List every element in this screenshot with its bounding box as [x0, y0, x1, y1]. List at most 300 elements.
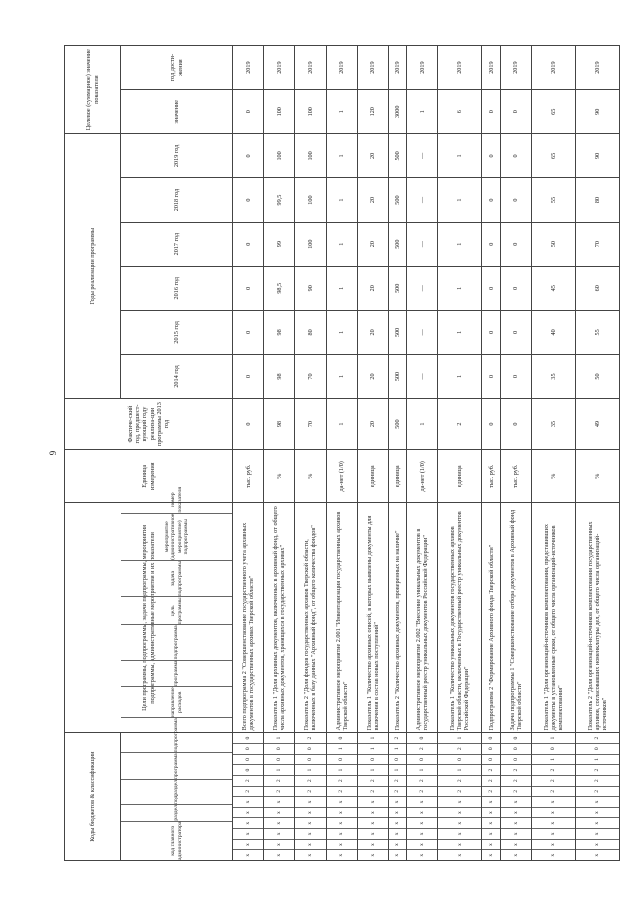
code-value: 2 [389, 786, 406, 797]
code-value: 2 [482, 775, 499, 786]
year-value-cell: — [407, 266, 438, 310]
code-value: x [501, 817, 531, 828]
final-value-cell: 100 [264, 90, 295, 134]
code-value: x [482, 817, 499, 828]
code-value: x [358, 817, 388, 828]
code-value: x [327, 807, 357, 818]
final-year-cell: 2019 [295, 46, 326, 90]
code-value: 2 [501, 764, 531, 775]
code-value: 0 [233, 754, 263, 765]
code-value: x [389, 817, 406, 828]
year-value-cell: 1 [326, 178, 357, 222]
code-value: x [264, 849, 294, 860]
code-value: x [532, 828, 575, 839]
code-value: x [482, 839, 499, 850]
year-value-cell: 20 [357, 310, 388, 354]
code-value: 0 [295, 743, 325, 754]
code-value: 0 [438, 754, 481, 765]
code-value: 2 [389, 775, 406, 786]
year-value-cell: 70 [295, 354, 326, 398]
year-value-cell: 500 [388, 310, 406, 354]
table-row [531, 46, 575, 861]
year-value-cell: 1 [438, 310, 482, 354]
code-value: 0 [487, 736, 494, 740]
table-row [388, 46, 406, 861]
item-name: Показатель 1 "Количество уникальных документов государственных архивов Тверской области, включенных в Государственный реестр уникальных документов Российской Федерации" [438, 503, 482, 733]
item-name: Административное мероприятие 2.002 "Внесение уникальных документов в государственный реестр уникальных документов Российской Федерации" [407, 503, 438, 733]
fact-cell: 500 [388, 399, 406, 450]
unit-cell: тыс. руб. [233, 450, 264, 503]
final-year-cell: 2019 [357, 46, 388, 90]
code-cells [531, 733, 575, 861]
year-value-cell: 0 [482, 134, 500, 178]
item-name: Задача подпрограммы 1 "Совершенствование отбора документов в Архивный фонд Тверской области" [500, 503, 531, 733]
code-value: 2 [327, 775, 357, 786]
fact-cell: 0 [482, 399, 500, 450]
year-value-cell: 500 [388, 354, 406, 398]
code-value: x [264, 839, 294, 850]
fact-cell: 98 [264, 399, 295, 450]
final-value-cell: 65 [531, 90, 575, 134]
code-subheader: программа [121, 752, 232, 779]
fact-cell: 49 [575, 399, 619, 450]
code-subheader: подраздел [121, 779, 232, 804]
code-value: 2 [532, 764, 575, 775]
final-value-header: значение [121, 90, 233, 134]
code-value: x [233, 796, 263, 807]
code-value: 0 [244, 736, 251, 740]
table-row [407, 46, 438, 861]
code-value: 2 [233, 786, 263, 797]
code-value: 0 [327, 754, 357, 765]
code-value: x [389, 849, 406, 860]
item-name: Показатель 2 "Доля фондов государственных архивов Тверской области, включенных в базу данных "Архивный фонд", от общего количества фондов" [295, 503, 326, 733]
final-year-cell: 2019 [500, 46, 531, 90]
year-value-cell: 100 [295, 222, 326, 266]
final-year-cell: 2019 [407, 46, 438, 90]
item-name: Показатель 1 "Доля организаций-источников комплектования, представивших документы в установленные сроки, от общего числа организаций-источников комплектования" [531, 503, 575, 733]
code-value: x [501, 828, 531, 839]
code-value: 2 [407, 775, 437, 786]
code-value: 2 [594, 736, 601, 740]
code-value: 2 [407, 743, 437, 754]
code-cells [264, 733, 295, 861]
code-value: x [482, 849, 499, 860]
year-value-cell: 55 [531, 178, 575, 222]
year-value-cell: 98 [264, 354, 295, 398]
code-subheader: мероприятие (административное мероприятие) подпрограммы [121, 513, 232, 560]
final-value-cell: 0 [482, 90, 500, 134]
year-header: 2016 год [121, 266, 233, 310]
code-value: 0 [264, 743, 294, 754]
year-value-cell: 80 [295, 310, 326, 354]
code-value: 0 [233, 764, 263, 775]
code-value: 1 [407, 764, 437, 775]
item-name: Всего подпрограмма 2 "Совершенствование государственного учета архивных документов в государственных архивах Тверской области" [233, 503, 264, 733]
year-value-cell: 100 [295, 178, 326, 222]
year-value-cell: 1 [326, 222, 357, 266]
unit-cell: единица [357, 450, 388, 503]
year-value-cell: 0 [500, 134, 531, 178]
code-value: 1 [295, 764, 325, 775]
code-value: x [358, 807, 388, 818]
code-value: x [389, 807, 406, 818]
code-value: 1 [389, 764, 406, 775]
year-value-cell: — [407, 310, 438, 354]
code-value: 1 [389, 743, 406, 754]
unit-cell: % [295, 450, 326, 503]
code-value: x [358, 828, 388, 839]
fact-cell: 20 [357, 399, 388, 450]
code-value: x [295, 839, 325, 850]
code-value: 2 [576, 786, 619, 797]
codes-group-header: Коды бюджетов & классификации [65, 733, 121, 861]
code-value: x [389, 839, 406, 850]
code-value: 2 [532, 775, 575, 786]
code-value: 0 [338, 736, 345, 740]
code-value: x [576, 807, 619, 818]
code-value: 0 [532, 743, 575, 754]
final-value-cell: 120 [357, 90, 388, 134]
code-value: 1 [438, 764, 481, 775]
year-value-cell: 0 [500, 222, 531, 266]
fact-cell: 35 [531, 399, 575, 450]
item-name: Подпрограмма 2 "Формирование Архивного фонда Тверской области" [482, 503, 500, 733]
item-name: Показатель 1 "Доля архивных документов, включенных в архивный фонд, от общего числа архивных документов, хранящихся в государственных архивах" [264, 503, 295, 733]
code-value: 0 [358, 754, 388, 765]
year-value-cell: 500 [388, 134, 406, 178]
program-name-header: Цели программы, подпрограммы, задачи подпрограммы, мероприятия подпрограммы, административные мероприятия и их показатели [65, 503, 233, 733]
item-name: Показатель 2 "Доля организаций-источников комплектования государственных архивов, согласовавших номенклатуры дел, от общего числа организаций-источников" [575, 503, 619, 733]
code-cells [295, 733, 326, 861]
year-value-cell: 1 [326, 266, 357, 310]
code-value: 2 [482, 764, 499, 775]
code-value: 0 [501, 754, 531, 765]
final-year-cell: 2019 [575, 46, 619, 90]
code-subheader: подпрограмма [121, 717, 232, 752]
year-value-cell: 45 [531, 266, 575, 310]
year-value-cell: 0 [482, 178, 500, 222]
code-value: 0 [233, 743, 263, 754]
table-row [438, 46, 482, 861]
code-value: 0 [389, 754, 406, 765]
code-value: x [501, 796, 531, 807]
table-row [482, 46, 500, 861]
code-value: x [482, 828, 499, 839]
unit-cell: да-нет (1/0) [326, 450, 357, 503]
final-value-cell: 1 [326, 90, 357, 134]
code-value: 1 [576, 754, 619, 765]
year-value-cell: 20 [357, 354, 388, 398]
year-value-cell: 40 [531, 310, 575, 354]
code-value: x [501, 839, 531, 850]
code-value: 0 [419, 736, 426, 740]
final-year-header: год дости-жения [121, 46, 233, 90]
unit-cell: единица [388, 450, 406, 503]
code-value: x [358, 839, 388, 850]
year-value-cell: 1 [438, 178, 482, 222]
year-value-cell: 0 [482, 266, 500, 310]
year-value-cell: 20 [357, 134, 388, 178]
code-value: x [482, 807, 499, 818]
code-value: 2 [532, 786, 575, 797]
code-value: 2 [501, 775, 531, 786]
page-number: 6 [47, 450, 58, 456]
code-value: 0 [501, 743, 531, 754]
fact-cell: 70 [295, 399, 326, 450]
year-value-cell: 0 [233, 354, 264, 398]
year-value-cell: 1 [326, 354, 357, 398]
unit-cell: тыс. руб. [500, 450, 531, 503]
final-value-cell: 0 [233, 90, 264, 134]
item-name: Административное мероприятие 2.001 "Инвентаризация государственных архивов Тверской области" [326, 503, 357, 733]
code-value: x [438, 828, 481, 839]
code-value: x [295, 817, 325, 828]
code-value: x [532, 849, 575, 860]
unit-cell: единица [438, 450, 482, 503]
code-value: x [501, 807, 531, 818]
item-name: Показатель 1 "Количество архивных описей, в которых выявлены документы для включения в состав новых поступлений" [357, 503, 388, 733]
unit-cell: % [264, 450, 295, 503]
code-value: 2 [482, 786, 499, 797]
final-year-cell: 2019 [388, 46, 406, 90]
year-value-cell: 20 [357, 222, 388, 266]
code-value: x [389, 796, 406, 807]
code-value: x [233, 807, 263, 818]
code-value: x [576, 796, 619, 807]
table-row [500, 46, 531, 861]
code-value: x [233, 817, 263, 828]
code-value: x [233, 828, 263, 839]
year-value-cell: — [407, 134, 438, 178]
code-value: x [576, 817, 619, 828]
table-row [233, 46, 264, 861]
code-value: 2 [576, 775, 619, 786]
table-row [357, 46, 388, 861]
code-value: x [327, 817, 357, 828]
unit-cell: да-нет (1/0) [407, 450, 438, 503]
code-value: 0 [295, 754, 325, 765]
code-value: x [264, 817, 294, 828]
code-value: x [576, 839, 619, 850]
table-row [326, 46, 357, 861]
code-value: x [532, 807, 575, 818]
code-value: x [327, 796, 357, 807]
program-table [64, 45, 620, 861]
year-value-cell: 0 [500, 178, 531, 222]
code-cells [482, 733, 500, 861]
code-subheader: подпрограмма [121, 624, 232, 659]
year-value-cell: 20 [357, 266, 388, 310]
code-value: x [532, 839, 575, 850]
year-value-cell: 0 [233, 134, 264, 178]
code-value: x [327, 839, 357, 850]
year-value-cell: 100 [295, 134, 326, 178]
code-value: x [358, 796, 388, 807]
code-value: x [327, 849, 357, 860]
fact-header: Фактиче-ский год, предшест-вующий году реализа-ции программы 2013 год [65, 399, 233, 450]
code-value: 2 [264, 786, 294, 797]
code-value: 2 [438, 775, 481, 786]
code-value: 1 [327, 764, 357, 775]
code-value: x [407, 839, 437, 850]
code-value: x [327, 828, 357, 839]
year-value-cell: 1 [438, 266, 482, 310]
final-value-cell: 90 [575, 90, 619, 134]
code-value: x [438, 817, 481, 828]
year-value-cell: 1 [326, 310, 357, 354]
code-value: 1 [358, 764, 388, 775]
code-cells [326, 733, 357, 861]
year-value-cell: 500 [388, 266, 406, 310]
code-value: 1 [369, 736, 376, 740]
code-cells [388, 733, 406, 861]
table-row [264, 46, 295, 861]
code-value: 2 [327, 786, 357, 797]
code-value: x [295, 807, 325, 818]
code-value: 0 [576, 743, 619, 754]
final-year-cell: 2019 [438, 46, 482, 90]
year-value-cell: 98 [264, 310, 295, 354]
final-value-cell: 1 [407, 90, 438, 134]
year-header: 2014 год [121, 354, 233, 398]
final-value-cell: 6 [438, 90, 482, 134]
code-value: 0 [407, 754, 437, 765]
code-value: 1 [358, 743, 388, 754]
code-value: x [576, 849, 619, 860]
code-cells [407, 733, 438, 861]
code-cells [500, 733, 531, 861]
final-year-cell: 2019 [264, 46, 295, 90]
year-value-cell: — [407, 354, 438, 398]
code-value: x [407, 807, 437, 818]
code-value: x [576, 828, 619, 839]
year-value-cell: 0 [500, 266, 531, 310]
code-value: x [233, 839, 263, 850]
year-value-cell: 0 [482, 310, 500, 354]
year-value-cell: 80 [575, 178, 619, 222]
code-value: 1 [327, 743, 357, 754]
code-value: 2 [264, 775, 294, 786]
year-value-cell: 0 [233, 222, 264, 266]
year-value-cell: 0 [233, 310, 264, 354]
code-value: x [407, 849, 437, 860]
code-value: x [438, 839, 481, 850]
year-header: 2015 год [121, 310, 233, 354]
code-value: 1 [276, 736, 283, 740]
code-value: x [264, 796, 294, 807]
item-name: Показатель 2 "Количество архивных документов, проверенных на наличие" [388, 503, 406, 733]
code-value: 2 [307, 736, 314, 740]
year-value-cell: 0 [482, 222, 500, 266]
year-value-cell: 99 [264, 222, 295, 266]
year-value-cell: 98,5 [264, 266, 295, 310]
code-value: 0 [482, 754, 499, 765]
code-value: 2 [358, 786, 388, 797]
code-subheader: задача подпрограммы [121, 560, 232, 596]
year-value-cell: 1 [438, 354, 482, 398]
code-value: x [358, 849, 388, 860]
code-value: x [532, 796, 575, 807]
final-year-cell: 2019 [233, 46, 264, 90]
year-value-cell: 60 [575, 266, 619, 310]
table-row [575, 46, 619, 861]
year-value-cell: 1 [438, 222, 482, 266]
fact-cell: 1 [326, 399, 357, 450]
year-value-cell: 35 [531, 354, 575, 398]
code-subheader: программа [121, 660, 232, 687]
year-value-cell: 1 [438, 134, 482, 178]
final-value-cell: 3000 [388, 90, 406, 134]
code-value: x [264, 828, 294, 839]
unit-cell: % [575, 450, 619, 503]
code-value: 2 [295, 775, 325, 786]
year-value-cell: 65 [531, 134, 575, 178]
code-value: 1 [550, 736, 557, 740]
code-value: 2 [233, 775, 263, 786]
code-value: 0 [512, 736, 519, 740]
code-value: 2 [501, 786, 531, 797]
year-value-cell: 0 [500, 310, 531, 354]
year-value-cell: 0 [233, 178, 264, 222]
fact-cell: 1 [407, 399, 438, 450]
code-subheader: цель программы [121, 596, 232, 624]
year-value-cell: 20 [357, 178, 388, 222]
final-value-cell: 0 [500, 90, 531, 134]
year-value-cell: 0 [482, 354, 500, 398]
code-cells [438, 733, 482, 861]
year-header: 2017 год [121, 222, 233, 266]
code-value: x [233, 849, 263, 860]
year-value-cell: 90 [295, 266, 326, 310]
code-value: x [501, 849, 531, 860]
year-value-cell: 100 [264, 134, 295, 178]
code-value: 2 [438, 786, 481, 797]
code-value: 0 [264, 754, 294, 765]
year-value-cell: 500 [388, 222, 406, 266]
table-row [295, 46, 326, 861]
code-value: 1 [456, 736, 463, 740]
year-value-cell: 99,5 [264, 178, 295, 222]
year-value-cell: 1 [326, 134, 357, 178]
final-year-cell: 2019 [531, 46, 575, 90]
code-value: x [438, 807, 481, 818]
code-subheader: код главного администратора [121, 821, 232, 860]
code-value: 2 [407, 786, 437, 797]
year-value-cell: 0 [500, 354, 531, 398]
code-subheader: раздел [121, 804, 232, 821]
code-value: 2 [394, 736, 401, 740]
year-value-cell: 50 [575, 354, 619, 398]
unit-header: Единица измерения [65, 450, 233, 503]
code-value: x [295, 849, 325, 860]
code-value: 2 [358, 775, 388, 786]
year-value-cell: 0 [233, 266, 264, 310]
code-value: x [532, 817, 575, 828]
unit-cell: % [531, 450, 575, 503]
fact-cell: 0 [233, 399, 264, 450]
year-header: 2019 год [121, 134, 233, 178]
code-subheader: направление расходов [121, 686, 232, 717]
year-value-cell: 70 [575, 222, 619, 266]
year-value-cell: — [407, 178, 438, 222]
fact-cell: 2 [438, 399, 482, 450]
code-value: x [407, 796, 437, 807]
code-value: 2 [295, 786, 325, 797]
unit-cell: тыс. руб. [482, 450, 500, 503]
code-value: x [482, 796, 499, 807]
rotated-table-container [64, 45, 620, 861]
